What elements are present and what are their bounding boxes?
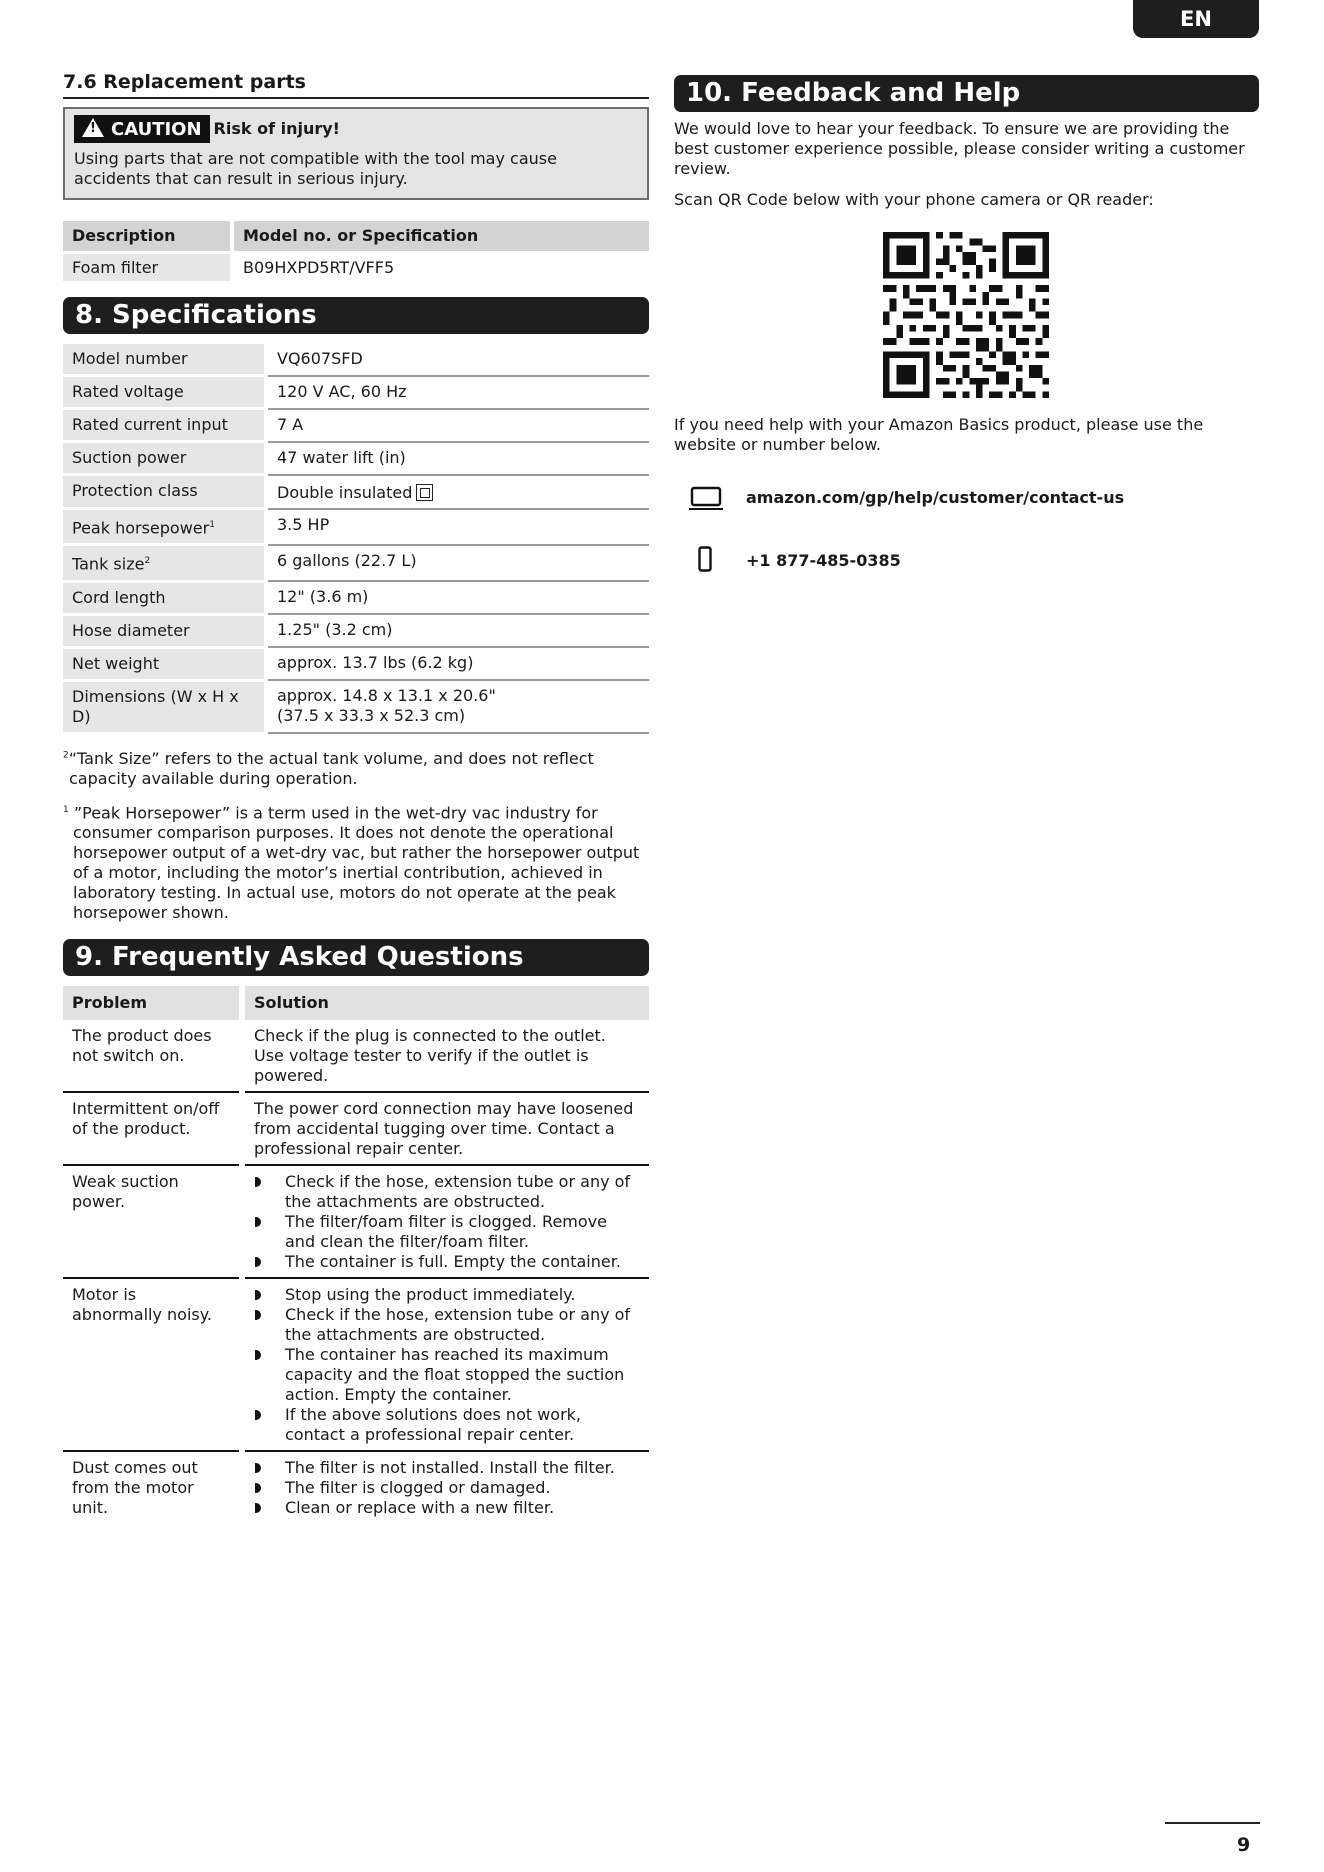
spec-label: Hose diameter (63, 614, 266, 647)
solution-item: The filter is not installed. Install the filter. (254, 1458, 640, 1478)
right-column (674, 75, 1259, 576)
caution-box (63, 107, 649, 200)
footnote-marker: 1 (63, 804, 69, 815)
website-link[interactable]: amazon.com/gp/help/customer/contact-us (746, 488, 1125, 507)
spec-row (63, 680, 649, 733)
solution-item: The container is full. Empty the container. (254, 1252, 640, 1272)
solution-item: Check if the hose, extension tube or any of the attachments are obstructed. (254, 1172, 640, 1212)
warning-icon: ! (82, 118, 104, 137)
faq-row (63, 1451, 649, 1523)
spec-row (63, 545, 649, 581)
caution-title: Risk of injury! (213, 119, 340, 138)
column-header-model: Model no. or Specification (234, 221, 649, 251)
spec-value: approx. 14.8 x 13.1 x 20.6" (277, 686, 496, 706)
spec-row (63, 475, 649, 509)
spec-value: 12" (3.6 m) (266, 581, 649, 614)
spec-value: 7 A (266, 409, 649, 442)
solution-item: Clean or replace with a new filter. (254, 1498, 640, 1518)
footnote-text: “Tank Size” refers to the actual tank volume, and does not reflect capacity available during operation. (68, 748, 594, 788)
faq-solution (242, 1451, 649, 1523)
spec-value: Double insulated (277, 482, 413, 502)
spec-label: Tank size (72, 554, 145, 574)
footnote-marker: 2 (63, 750, 69, 761)
column-header-description: Description (63, 221, 234, 251)
spec-label: Net weight (63, 647, 266, 680)
laptop-icon (688, 486, 724, 512)
spec-row (63, 442, 649, 475)
spec-label: Rated current input (63, 409, 266, 442)
feedback-intro: We would love to hear your feedback. To ensure we are providing the best customer experience possible, please consider writing a customer review. (674, 119, 1245, 178)
spec-row (63, 376, 649, 409)
qr-code[interactable] (883, 232, 1049, 398)
faq-problem: Weak suction power. (63, 1165, 242, 1278)
double-insulated-icon (416, 484, 433, 501)
faq-table (63, 986, 649, 1523)
website-row[interactable] (674, 483, 1259, 513)
spec-label-cell (63, 509, 266, 545)
phone-number[interactable]: +1 877-485-0385 (746, 551, 901, 570)
feedback-heading: 10. Feedback and Help (674, 75, 1259, 112)
table-row (63, 251, 649, 281)
part-model: B09HXPD5RT/VFF5 (234, 251, 649, 281)
faq-solution: Check if the plug is connected to the outlet. Use voltage tester to verify if the outlet is powered. (254, 1025, 606, 1085)
specifications-heading: 8. Specifications (63, 297, 649, 334)
spec-label: Suction power (63, 442, 266, 475)
spec-value: approx. 13.7 lbs (6.2 kg) (266, 647, 649, 680)
spec-value: 6 gallons (22.7 L) (266, 545, 649, 581)
help-text: If you need help with your Amazon Basics product, please use the website or number below. (674, 415, 1204, 454)
faq-row (63, 1020, 649, 1092)
faq-row (63, 1165, 649, 1278)
spec-value: 3.5 HP (266, 509, 649, 545)
spec-value-metric: (37.5 x 33.3 x 52.3 cm) (277, 706, 466, 726)
faq-solution (242, 1165, 649, 1278)
footnote-text: ”Peak Horsepower” is a term used in the wet-dry vac industry for consumer comparison purposes. It does not denote the operational horsepower output of a wet-dry vac, but rather the horsepower output of a motor, including the motor’s inertial contribution, achieved in laboratory testing. In actual use, motors do not operate at the peak horsepower shown. (73, 802, 640, 922)
spec-value-cell (266, 680, 649, 733)
column-header-solution: Solution (242, 986, 649, 1020)
solution-item: The filter/foam filter is clogged. Remove and clean the filter/foam filter. (254, 1212, 640, 1252)
spec-row (63, 647, 649, 680)
spec-row (63, 344, 649, 376)
spec-value: 47 water lift (in) (266, 442, 649, 475)
column-header-problem: Problem (63, 986, 242, 1020)
smartphone-icon (698, 546, 712, 572)
left-column (63, 70, 649, 1523)
faq-row (63, 1278, 649, 1451)
faq-problem: The product does not switch on. (63, 1020, 242, 1092)
spec-value: 1.25" (3.2 cm) (266, 614, 649, 647)
footnote-marker: 1 (209, 520, 215, 530)
faq-problem: Dust comes out from the motor unit. (63, 1451, 242, 1523)
replacement-parts-table (63, 221, 649, 281)
spec-row (63, 509, 649, 545)
scan-instructions: Scan QR Code below with your phone camera or QR reader: (674, 190, 1154, 209)
footnote-tank-size (63, 749, 649, 789)
footnote-peak-horsepower (63, 800, 649, 923)
solution-item: If the above solutions does not work, contact a professional repair center. (254, 1405, 640, 1445)
faq-solution: The power cord connection may have loosened from accidental tugging over time. Contact a professional repair center. (242, 1092, 649, 1165)
page-number: 9 (1237, 1834, 1251, 1856)
faq-problem: Intermittent on/off of the product. (63, 1092, 242, 1165)
footer-rule (1165, 1822, 1260, 1824)
solution-item: Check if the hose, extension tube or any of the attachments are obstructed. (254, 1305, 640, 1345)
table-header-row (63, 986, 649, 1020)
faq-row (63, 1092, 649, 1165)
footnote-marker: 2 (144, 556, 151, 567)
solution-list (254, 1285, 640, 1445)
part-description: Foam filter (63, 251, 234, 281)
spec-label: Peak horsepower (72, 518, 210, 538)
replacement-parts-heading: 7.6 Replacement parts (63, 70, 649, 99)
solution-list (254, 1172, 640, 1272)
faq-heading: 9. Frequently Asked Questions (63, 939, 649, 976)
solution-item: The container has reached its maximum capacity and the float stopped the suction action. Empty the container. (254, 1345, 640, 1405)
spec-row (63, 614, 649, 647)
language-tab: EN (1133, 0, 1259, 38)
spec-label: Rated voltage (63, 376, 266, 409)
spec-row (63, 581, 649, 614)
spec-label: Dimensions (W x H x D) (63, 680, 266, 733)
solution-list (254, 1458, 640, 1518)
caution-badge (74, 115, 210, 143)
caution-badge-label: CAUTION (111, 119, 202, 140)
spec-value: 120 V AC, 60 Hz (266, 376, 649, 409)
spec-label: Model number (63, 344, 266, 376)
faq-solution (242, 1278, 649, 1451)
spec-label: Protection class (63, 475, 266, 509)
faq-problem: Motor is abnormally noisy. (63, 1278, 242, 1451)
table-header-row (63, 221, 649, 251)
spec-row (63, 409, 649, 442)
spec-label-cell (63, 545, 266, 581)
spec-value-cell (266, 475, 649, 509)
solution-item: Stop using the product immediately. (254, 1285, 640, 1305)
solution-item: The filter is clogged or damaged. (254, 1478, 640, 1498)
phone-row[interactable] (674, 546, 1259, 576)
spec-label: Cord length (63, 581, 266, 614)
spec-value: VQ607SFD (266, 344, 649, 376)
caution-text: Using parts that are not compatible with the tool may cause accidents that can result in serious injury. (74, 149, 557, 188)
specifications-table (63, 344, 649, 735)
